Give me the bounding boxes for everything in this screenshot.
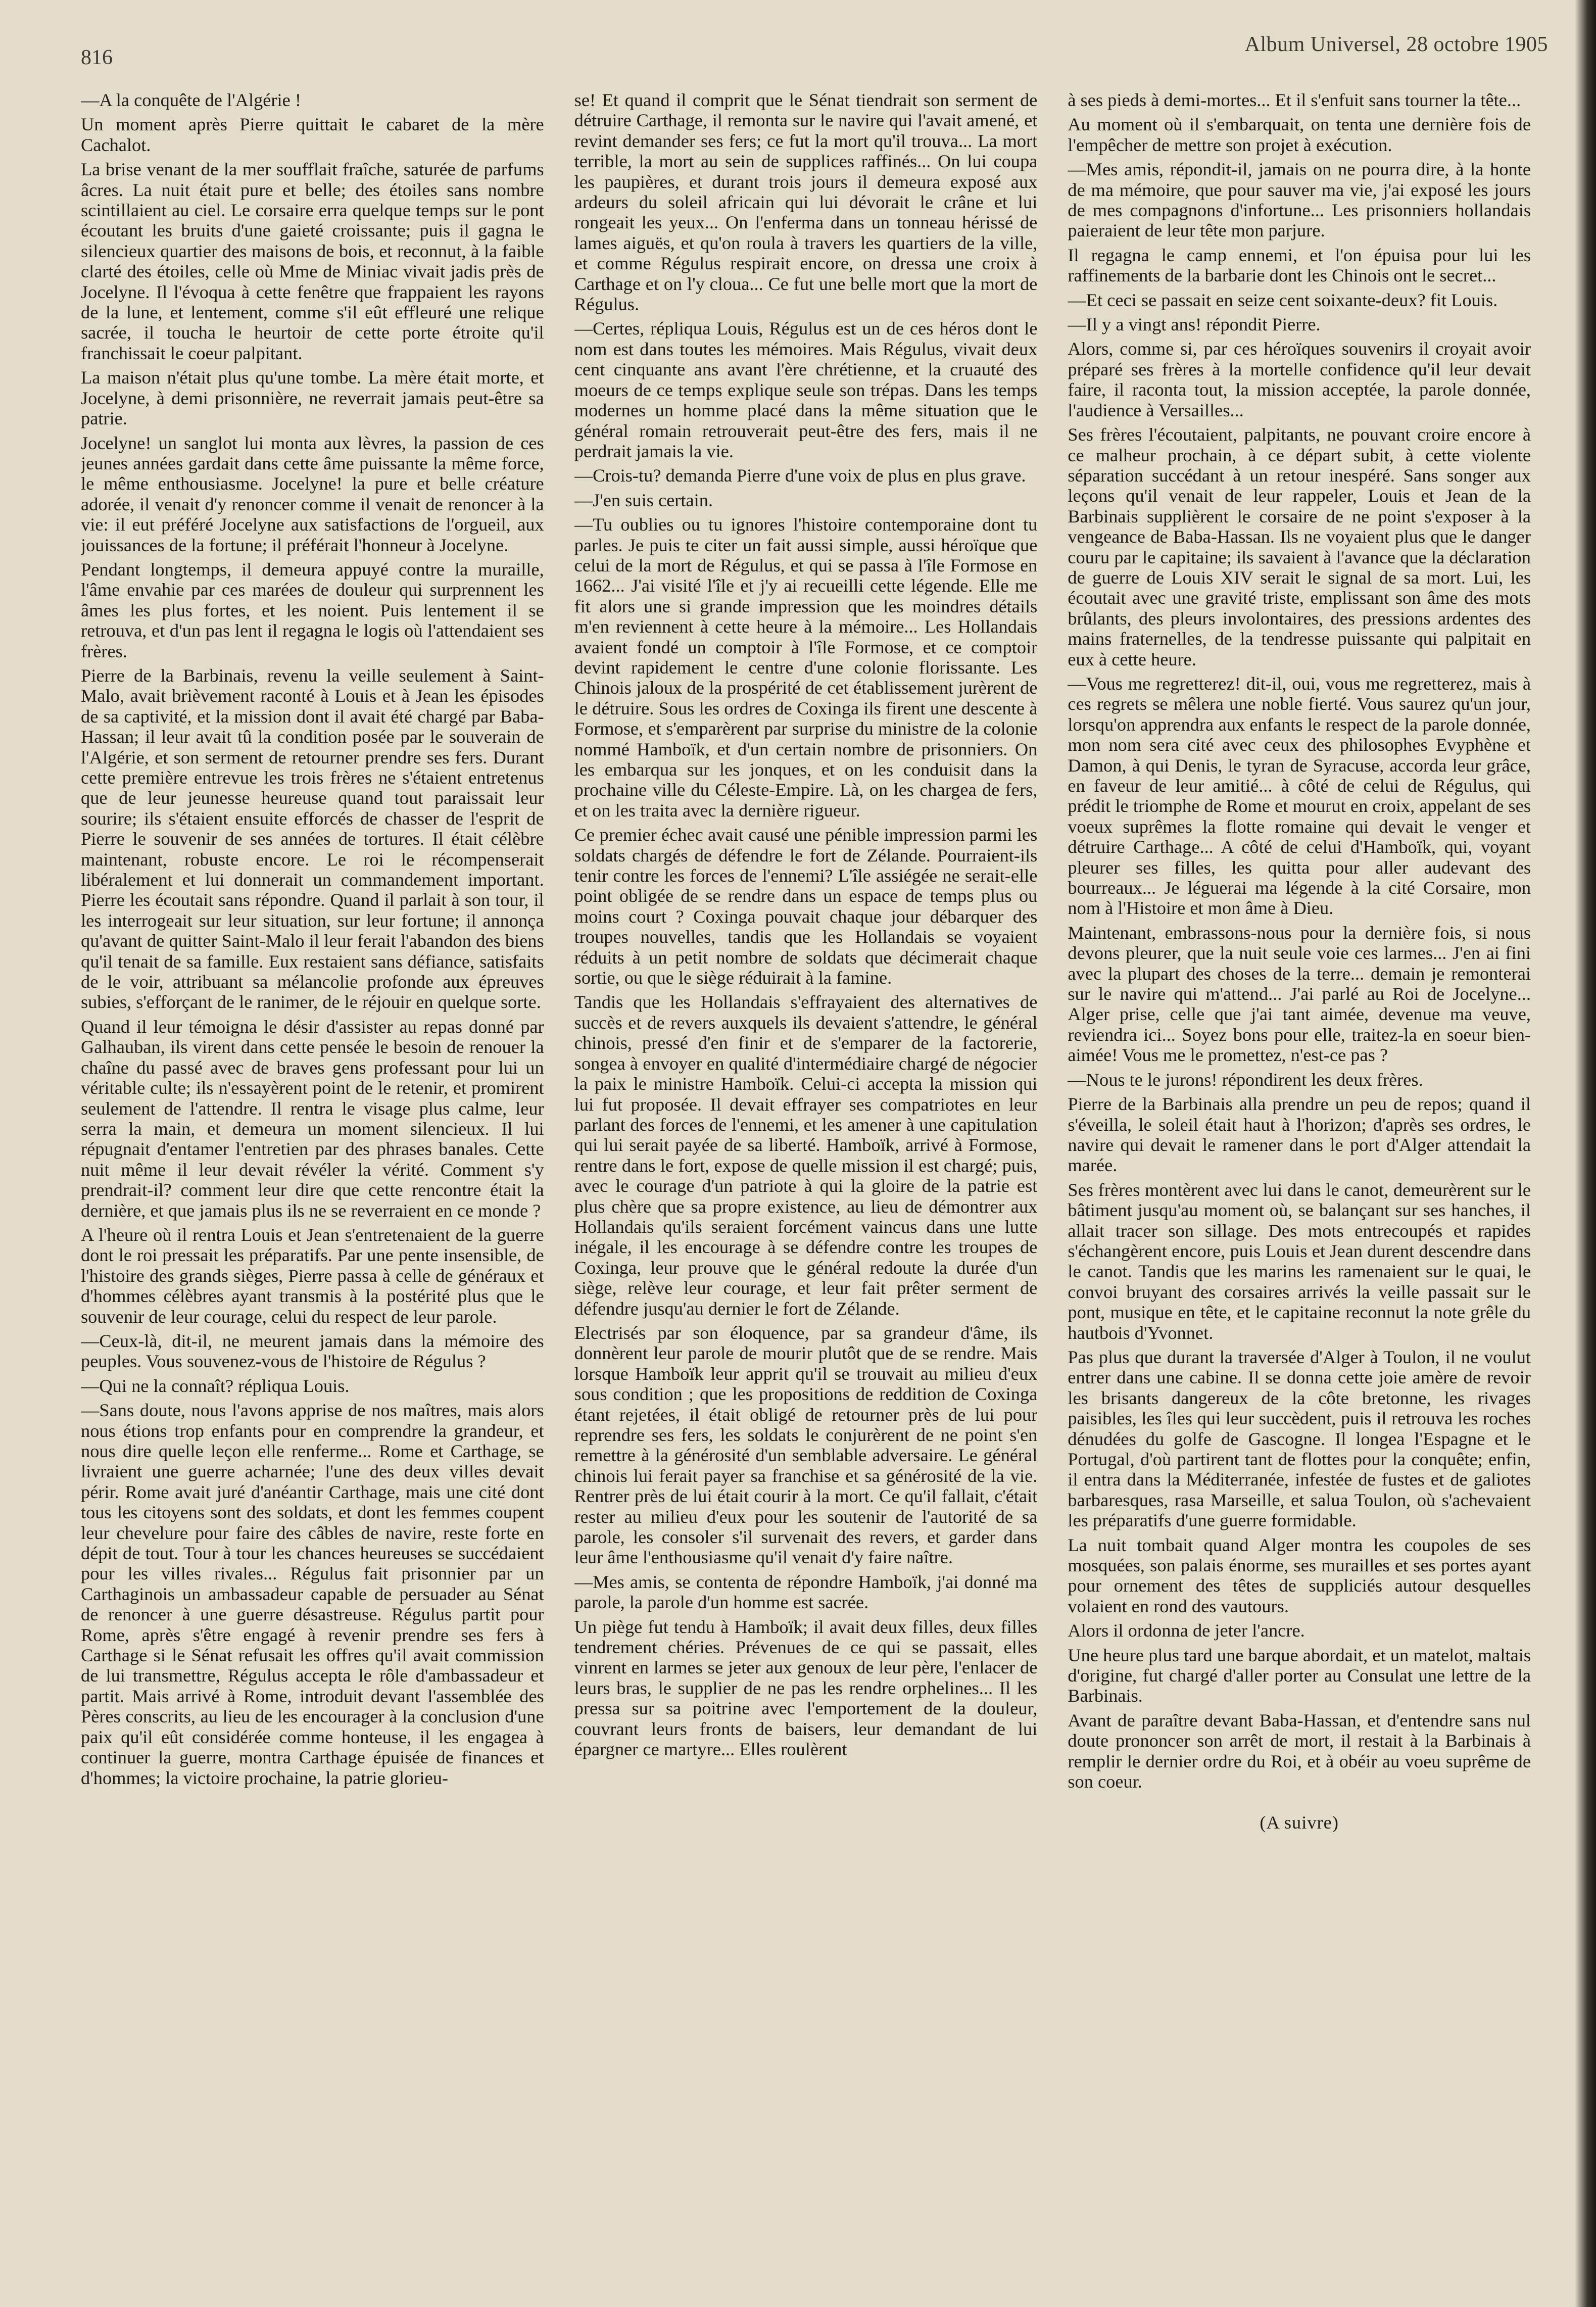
paragraph: —Mes amis, répondit-il, jamais on ne pourra dire, à la honte de ma mémoire, que pour sauver ma vie, j'ai exposé les jours de mes compagnons d'infortune... Les prisonniers hollandais paieraient de leur tête mon parjure. [1068, 159, 1531, 241]
paragraph: —Il y a vingt ans! répondit Pierre. [1068, 314, 1321, 335]
paragraph: Pierre de la Barbinais, revenu la veille seulement à Saint-Malo, avait brièvement raconté à Louis et à Jean les épisodes de sa captivité, et la mission dont il avait été chargé par Baba-Hassan; il leur avait tû la condition posée par le souverain de l'Algérie, et son serment de retourner prendre ses fers. Durant cette première entrevue les trois frères ne s'étaient entretenus que de leur jeunesse heureuse quand tout paraissait leur sourire; ils s'étaient ensuite efforcés de chasser de l'esprit de Pierre le souvenir de ses années de tortures. Il était célèbre maintenant, robuste encore. Le roi le récompenserait libéralement et lui donnerait un commandement important. Pierre les écoutait sans répondre. Quand il parlait à son tour, il les interrogeait sur leur situation, sur leur fortune; il annonça qu'avant de quitter Saint-Malo il leur ferait l'abandon des biens qu'il tenait de sa famille. Eux restaient sans défiance, satisfaits de le voir, attribuant sa mélancolie profonde aux épreuves subies, s'efforçant de le ranimer, de le réjouir en quelque sorte. [81, 665, 544, 1013]
paragraph: Pendant longtemps, il demeura appuyé contre la muraille, l'âme envahie par ces marées de douleur qui surprennent les âmes les plus fortes, et les noient. Puis lentement il se retrouva, et d'un pas lent il regagna le logis où l'attendaient ses frères. [81, 559, 544, 661]
column-1 [81, 90, 544, 2278]
column-2 [574, 90, 1038, 2278]
paragraph: Ce premier échec avait causé une pénible impression parmi les soldats chargés de défendre le fort de Zélande. Pourraient-ils tenir contre les forces de l'ennemi? L'île assiégée ne serait-elle point obligée de se rendre dans un espace de temps plus ou moins court ? Coxinga pouvait chaque jour débarquer des troupes nouvelles, tandis que les Hollandais se voyaient réduits à un petit nombre de soldats que décimerait chaque sortie, ou que le siège réduirait à la famine. [574, 825, 1038, 988]
paragraph: —A la conquête de l'Algérie ! [81, 90, 302, 110]
paragraph: se! Et quand il comprit que le Sénat tiendrait son serment de détruire Carthage, il remonta sur le navire qui l'avait amené, et revint demander ses fers; ce fut la mort qu'il trouva... La mort terrible, la mort au sein de supplices raffinés... On lui coupa les paupières, et durant trois jours il demeura exposé aux ardeurs du soleil africain qui lui dévorait le crâne et lui rongeait les yeux... On l'enferma dans un tonneau hérissé de lames aiguës, et qu'on roula à travers les quartiers de la ville, et comme Régulus respirait encore, on dressa une croix à Carthage et on l'y cloua... Ce fut une belle mort que la mort de Régulus. [574, 90, 1038, 315]
paragraph: —Sans doute, nous l'avons apprise de nos maîtres, mais alors nous étions trop enfants pour en comprendre la grandeur, et nous dire quelle leçon elle renferme... Rome et Carthage, se livraient une guerre acharnée; l'une des deux villes devait périr. Rome avait juré d'anéantir Carthage, mais une cité dont tous les citoyens sont des soldats, et dont les femmes coupent leur chevelure pour faire des câbles de navire, reste forte en dépit de tout. Tour à tour les chances heureuses se succédaient pour les villes rivales... Régulus fait prisonnier par un Carthaginois un ambassadeur capable de persuader au Sénat de renoncer à une guerre désastreuse. Régulus partit pour Rome, après s'être engagé à revenir prendre ses fers à Carthage si le Sénat refusait les offres qu'il avait commission de lui transmettre, Régulus accepta le rôle d'ambassadeur et partit. Mais arrivé à Rome, introduit devant l'assemblée des Pères conscrits, au lieu de les encourager à la conclusion d'une paix qu'il eût considérée comme honteuse, il les engagea à continuer la guerre, montra Carthage épuisée de finances et d'hommes; la victoire prochaine, la patrie glorieu- [81, 1400, 544, 1788]
paragraph: Electrisés par son éloquence, par sa grandeur d'âme, ils donnèrent leur parole de mourir plutôt que de se rendre. Mais lorsque Hamboïk leur apprit qu'il se trouvait au milieu d'eux sous condition ; que les propositions de reddition de Coxinga étant rejetées, il était obligé de retourner près de lui pour reprendre ses fers, les soldats le conjurèrent de ne point s'en remettre à la générosité d'un semblable adversaire. Le général chinois lui ferait payer sa franchise et sa générosité de la vie. Rentrer près de lui était courir à la mort. Ce qu'il fallait, c'était rester au milieu d'eux pour les soutenir de l'autorité de sa parole, les consoler s'il survenait des revers, et garder dans leur âme l'enthousiasme qu'il venait d'y faire naître. [574, 1322, 1038, 1568]
paragraph: —Qui ne la connaît? répliqua Louis. [81, 1375, 350, 1396]
paragraph: Avant de paraître devant Baba-Hassan, et d'entendre sans nul doute prononcer son arrêt de mort, il restait à la Barbinais à remplir le dernier ordre du Roi, et à obéir au voeu suprême de son coeur. [1068, 1710, 1531, 1792]
paragraph: Quand il leur témoigna le désir d'assister au repas donné par Galhauban, ils virent dans cette pensée le besoin de renouer la chaîne du passé avec de braves gens professant pour lui un véritable culte; ils n'essayèrent point de le retenir, et promirent seulement de l'attendre. Il rentra le visage plus calme, leur serra la main, et demeura un moment silencieux. Il lui répugnait d'entamer l'entretien par des phrases banales. Cette nuit même il leur devait révéler la vérité. Comment s'y prendrait-il? comment leur dire que cette rencontre était la dernière, et que jamais plus ils ne se reverraient en ce monde ? [81, 1016, 544, 1221]
paragraph: Il regagna le camp ennemi, et l'on épuisa pour lui les raffinements de la barbarie dont les Chinois ont le secret... [1068, 245, 1531, 286]
paragraph: Ses frères l'écoutaient, palpitants, ne pouvant croire encore à ce malheur prochain, à ce départ subit, à cette violente séparation succédant à un retour inespéré. Sans songer aux leçons qu'il venait de leur rappeler, Louis et Jean de la Barbinais supplièrent le corsaire de ne point s'exposer à la vengeance de Baba-Hassan. Ils ne voyaient plus que le danger couru par le capitaine; ils savaient à l'avance que la déclaration de guerre de Louis XIV serait le signal de sa mort. Lui, les écoutait avec une gravité triste, emplissant son âme des mots brûlants, des pleurs involontaires, des pressions ardentes des mains fraternelles, de la tendresse puissante qui palpitait en eux à cette heure. [1068, 424, 1531, 669]
paragraph: —Vous me regretterez! dit-il, oui, vous me regretterez, mais à ces regrets se mêlera une noble fierté. Vous saurez qu'un jour, lorsqu'on apprendra aux enfants le respect de la parole donnée, mon nom sera cité avec ceux des philosophes Evyphène et Damon, à qui Denis, le tyran de Syracuse, accorda leur grâce, en faveur de leur amitié... à côté de celui de Régulus, qui prédit le triomphe de Rome et mourut en croix, appelant de ses voeux suprêmes la flotte romaine qui devait le venger et détruire Carthage... A côté de celui d'Hamboïk, qui, voyant pleurer ses filles, les quitta pour aller audevant des bourreaux... Je léguerai ma légende à la cité Corsaire, mon nom à l'Histoire et mon âme à Dieu. [1068, 673, 1531, 919]
paragraph: —J'en suis certain. [574, 490, 713, 510]
paragraph: à ses pieds à demi-mortes... Et il s'enfuit sans tourner la tête... [1068, 90, 1521, 110]
paragraph: —Certes, répliqua Louis, Régulus est un de ces héros dont le nom est dans toutes les mémoires. Mais Régulus, vivait deux cent cinquante ans avant l'ère chrétienne, et la cruauté des moeurs de ce temps explique seule son trépas. Dans les temps modernes un homme placé dans la même situation que le général romain retrouverait peut-être des fers, mais il ne perdrait jamais la vie. [574, 318, 1038, 461]
paragraph: —Crois-tu? demanda Pierre d'une voix de plus en plus grave. [574, 465, 1026, 486]
running-title: Album Universel, 28 octobre 1905 [1244, 33, 1548, 56]
paragraph: La maison n'était plus qu'une tombe. La mère était morte, et Jocelyne, à demi prisonnière, ne reverrait jamais peut-être sa patrie. [81, 367, 544, 429]
paragraph: —Et ceci se passait en seize cent soixante-deux? fit Louis. [1068, 290, 1498, 310]
paragraph: Un moment après Pierre quittait le cabaret de la mère Cachalot. [81, 114, 544, 155]
paragraph: —Mes amis, se contenta de répondre Hamboïk, j'ai donné ma parole, la parole d'un homme est sacrée. [574, 1571, 1038, 1613]
paragraph: Maintenant, embrassons-nous pour la dernière fois, si nous devons pleurer, que la nuit seule voie ces larmes... J'en ai fini avec la plupart des choses de la terre... demain je remonterai sur le navire qui m'attend... J'ai parlé au Roi de Jocelyne... Alger prise, celle que j'ai tant aimée, devenue ma veuve, reviendra ici... Soyez bons pour elle, traitez-la en soeur bien-aimée! Vous me le promettez, n'est-ce pas ? [1068, 922, 1531, 1066]
column-3 [1068, 90, 1531, 2278]
paragraph: Alors il ordonna de jeter l'ancre. [1068, 1620, 1305, 1641]
text-columns [81, 90, 1531, 2293]
paragraph: —Tu oublies ou tu ignores l'histoire contemporaine dont tu parles. Je puis te citer un fait aussi simple, aussi héroïque que celui de la mort de Régulus, et qui se passa à l'île Formose en 1662... J'ai visité l'île et j'y ai recueilli cette légende. Elle me fit alors une si grande impression que les moindres détails m'en reviennent à cette heure à la mémoire... Les Hollandais avaient fondé un comptoir à l'île Formose, et ce comptoir devint rapidement le centre d'une colonie florissante. Les Chinois jaloux de la prospérité de cet établissement jurèrent de le détruire. Sous les ordres de Coxinga ils firent une descente à Formose, et s'emparèrent par surprise du ministre de la colonie nommé Hamboïk, et d'un certain nombre de prisonniers. On les embarqua sur les jonques, et on les conduisit dans la prochaine ville du Céleste-Empire. Là, on les chargea de fers, et on les traita avec la dernière rigueur. [574, 514, 1038, 821]
paragraph: A l'heure où il rentra Louis et Jean s'entretenaient de la guerre dont le roi pressait les préparatifs. Par une pente insensible, de l'histoire des grands sièges, Pierre passa à celle de généraux et d'hommes célèbres ayant transmis à la postérité plus que le souvenir de leur courage, celui du respect de leur parole. [81, 1224, 544, 1327]
paragraph: Alors, comme si, par ces héroïques souvenirs il croyait avoir préparé ses frères à la mortelle confidence qu'il leur devait faire, il raconta tout, la mission acceptée, la parole donnée, l'audience à Versailles... [1068, 339, 1531, 420]
paragraph: La brise venant de la mer soufflait fraîche, saturée de parfums âcres. La nuit était pure et belle; des étoiles sans nombre scintillaient au ciel. Le corsaire erra quelque temps sur le pont écoutant les bruits d'une gaieté croissante; puis il gagna le silencieux quartier des maisons de bois, et reconnut, à la faible clarté des étoiles, celle où Mme de Miniac vivait jadis près de Jocelyne. Il l'évoqua à cette fenêtre que frappaient les rayons de la lune, et lentement, comme s'il eût effleuré une relique sacrée, il toucha le heurtoir de cette porte étroite qu'il franchissait le coeur palpitant. [81, 159, 544, 363]
paragraph: Au moment où il s'embarquait, on tenta une dernière fois de l'empêcher de mettre son projet à exécution. [1068, 114, 1531, 155]
paragraph: Tandis que les Hollandais s'effrayaient des alternatives de succès et de revers auxquels ils devaient s'attendre, le général chinois, pressé d'en finir et de s'emparer de la factorerie, songea à envoyer en qualité d'intermédiaire chargé de négocier la paix le ministre Hamboïk. Celui-ci accepta la mission qui lui fut proposée. Il devait effrayer ses compatriotes en leur parlant des forces de l'ennemi, et les amener à une capitulation qui lui serait payée de sa liberté. Hamboïk, arrivé à Formose, rentre dans le fort, expose de quelle mission il est chargé; puis, avec le courage d'un patriote à qui la gloire de la patrie est plus chère que sa propre existence, au lieu de démontrer aux Hollandais qu'ils seraient forcément vaincus dans une lutte inégale, il les encourage à se défendre contre les troupes de Coxinga, leur prouve que le général redoute la durée d'un siège, relève leur courage, et leur fait prêter serment de défendre jusqu'au dernier le fort de Zélande. [574, 992, 1038, 1319]
page-number: 816 [81, 46, 113, 69]
paragraph: Ses frères montèrent avec lui dans le canot, demeurèrent sur le bâtiment jusqu'au moment où, se balançant sur ses hanches, il allait tracer son sillage. Des mots entrecoupés et rapides s'échangèrent encore, puis Louis et Jean durent descendre dans le canot. Tandis que les marins les ramenaient sur le quai, le convoi bruyant des corsaires arrivés la veille passait sur le pont, musique en tête, et le capitaine reconnut la note grêle du hautbois d'Yvonnet. [1068, 1179, 1531, 1343]
paragraph: —Ceux-là, dit-il, ne meurent jamais dans la mémoire des peuples. Vous souvenez-vous de l'histoire de Régulus ? [81, 1330, 544, 1372]
paragraph: —Nous te le jurons! répondirent les deux frères. [1068, 1069, 1423, 1090]
paragraph: Jocelyne! un sanglot lui monta aux lèvres, la passion de ces jeunes années gardait dans cette âme puissante la même force, le même enthousiasme. Jocelyne! la pure et belle créature adorée, il venait d'y renoncer comme il venait de renoncer à la vie: il eut préféré Jocelyne aux satisfactions de l'orgueil, aux jouissances de la fortune; il préférait l'honneur à Jocelyne. [81, 432, 544, 555]
paragraph: Une heure plus tard une barque abordait, et un matelot, maltais d'origine, fut chargé d'aller porter au Consulat une lettre de la Barbinais. [1068, 1645, 1531, 1706]
paragraph: Un piège fut tendu à Hamboïk; il avait deux filles, deux filles tendrement chéries. Prévenues de ce qui se passait, elles vinrent en larmes se jeter aux genoux de leur père, l'enlacer de leurs bras, le supplier de ne pas les rendre orphelines... Il les pressa sur sa poitrine avec l'emportement de la douleur, couvrant leurs fronts de baisers, leur demandant de lui épargner ce martyre... Elles roulèrent [574, 1616, 1038, 1760]
paragraph: Pas plus que durant la traversée d'Alger à Toulon, il ne voulut entrer dans une cabine. Il se donna cette joie amère de revoir les brisants dangereux de la côte bretonne, les rivages paisibles, les îles qui leur succèdent, puis il retrouva les roches dénudées du golfe de Gascogne. Il longea l'Espagne et le Portugal, d'où partirent tant de flottes pour la conquête; enfin, il entra dans la Méditerranée, infestée de fustes et de galiotes barbaresques, rasa Marseille, et salua Toulon, où s'achevaient les préparatifs d'une guerre formidable. [1068, 1347, 1531, 1531]
paragraph: Pierre de la Barbinais alla prendre un peu de repos; quand il s'éveilla, le soleil était haut à l'horizon; d'après ses ordres, le navire qui devait le ramener dans le port d'Alger attendait la marée. [1068, 1094, 1531, 1176]
paragraph: La nuit tombait quand Alger montra les coupoles de ses mosquées, son palais énorme, ses murailles et ses portes ayant pour ornement des têtes de suppliciés autour desquelles volaient en rond des vautours. [1068, 1534, 1531, 1616]
to-be-continued: (A suivre) [1260, 1812, 1339, 1833]
page-header [81, 31, 1548, 72]
